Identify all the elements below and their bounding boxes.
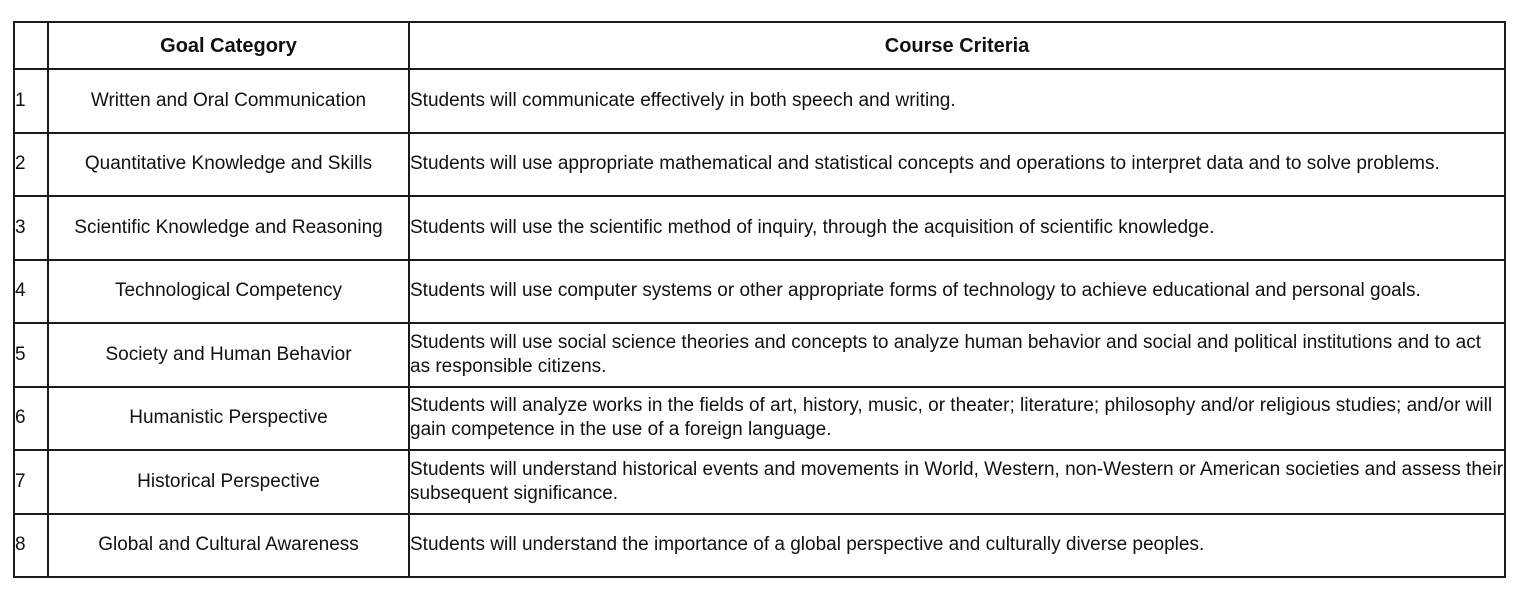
row-number: 1 — [14, 69, 48, 133]
goal-criteria-table — [13, 21, 1506, 578]
course-criteria-cell: Students will understand the importance of a global perspective and culturally diverse peoples. — [409, 514, 1505, 578]
course-criteria-column-header: Course Criteria — [409, 22, 1505, 69]
goal-category-cell: Quantitative Knowledge and Skills — [48, 133, 409, 197]
row-number: 5 — [14, 323, 48, 387]
table-row — [14, 69, 1505, 133]
row-number: 2 — [14, 133, 48, 197]
table-row — [14, 514, 1505, 578]
goal-category-column-header: Goal Category — [48, 22, 409, 69]
row-number: 6 — [14, 387, 48, 451]
table-row — [14, 196, 1505, 260]
course-criteria-cell: Students will use social science theories and concepts to analyze human behavior and social and political institutions and to act as responsible citizens. — [409, 323, 1505, 387]
row-number: 8 — [14, 514, 48, 578]
course-criteria-cell: Students will use computer systems or other appropriate forms of technology to achieve educational and personal goals. — [409, 260, 1505, 324]
course-criteria-cell: Students will understand historical events and movements in World, Western, non-Western or American societies and assess their subsequent significance. — [409, 450, 1505, 514]
course-criteria-cell: Students will analyze works in the fields of art, history, music, or theater; literature; philosophy and/or religious studies; and/or will gain competence in the use of a foreign language. — [409, 387, 1505, 451]
goal-category-cell: Global and Cultural Awareness — [48, 514, 409, 578]
table-row — [14, 323, 1505, 387]
course-criteria-cell: Students will use the scientific method of inquiry, through the acquisition of scientific knowledge. — [409, 196, 1505, 260]
row-number: 7 — [14, 450, 48, 514]
goal-category-cell: Humanistic Perspective — [48, 387, 409, 451]
goal-category-cell: Historical Perspective — [48, 450, 409, 514]
goal-category-cell: Written and Oral Communication — [48, 69, 409, 133]
table-row — [14, 387, 1505, 451]
goal-category-cell: Technological Competency — [48, 260, 409, 324]
row-number: 3 — [14, 196, 48, 260]
course-criteria-cell: Students will communicate effectively in both speech and writing. — [409, 69, 1505, 133]
table-row — [14, 450, 1505, 514]
goal-category-cell: Society and Human Behavior — [48, 323, 409, 387]
row-number: 4 — [14, 260, 48, 324]
table-row — [14, 260, 1505, 324]
table-header-row — [14, 22, 1505, 69]
goal-category-cell: Scientific Knowledge and Reasoning — [48, 196, 409, 260]
course-criteria-cell: Students will use appropriate mathematical and statistical concepts and operations to interpret data and to solve problems. — [409, 133, 1505, 197]
number-column-header — [14, 22, 48, 69]
table-row — [14, 133, 1505, 197]
